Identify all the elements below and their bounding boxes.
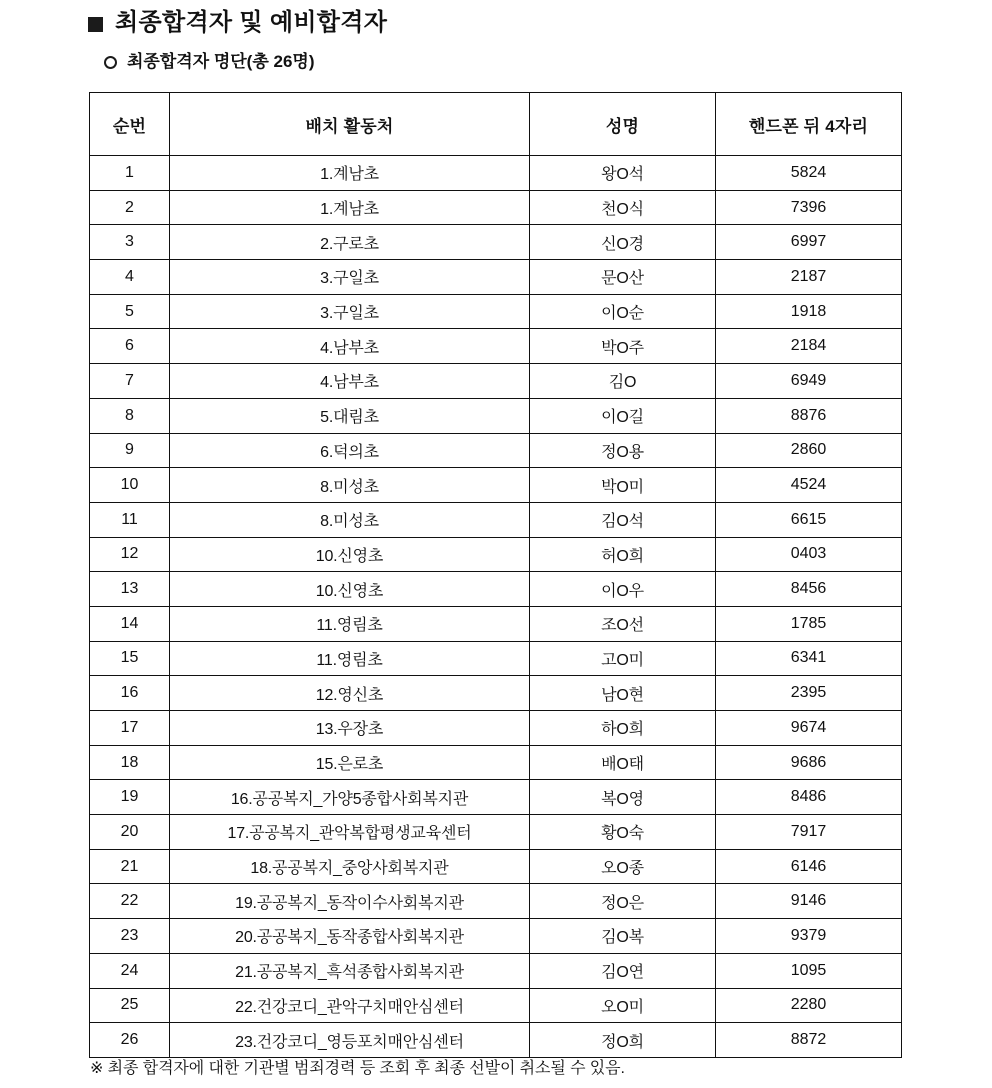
table-row — [90, 606, 902, 641]
table-row — [90, 1023, 902, 1058]
cell-phone: 6615 — [716, 502, 902, 537]
cell-phone: 2395 — [716, 676, 902, 711]
cell-place: 16.공공복지_가양5종합사회복지관 — [170, 780, 530, 815]
cell-no: 7 — [90, 364, 170, 399]
cell-no: 25 — [90, 988, 170, 1023]
cell-name: 왕O석 — [530, 156, 716, 191]
cell-phone: 7396 — [716, 190, 902, 225]
cell-no: 19 — [90, 780, 170, 815]
cell-phone: 7917 — [716, 815, 902, 850]
cell-no: 24 — [90, 953, 170, 988]
cell-name: 복O영 — [530, 780, 716, 815]
cell-name: 정O용 — [530, 433, 716, 468]
table-row — [90, 572, 902, 607]
table-row — [90, 502, 902, 537]
table-row — [90, 988, 902, 1023]
cell-phone: 1095 — [716, 953, 902, 988]
table-row — [90, 815, 902, 850]
cell-no: 26 — [90, 1023, 170, 1058]
cell-no: 12 — [90, 537, 170, 572]
cell-no: 22 — [90, 884, 170, 919]
final-passers-table — [89, 92, 902, 1058]
cell-name: 고O미 — [530, 641, 716, 676]
cell-phone: 2860 — [716, 433, 902, 468]
cell-place: 3.구일초 — [170, 294, 530, 329]
cell-place: 10.신영초 — [170, 572, 530, 607]
table-body — [90, 156, 902, 1058]
cell-name: 김O석 — [530, 502, 716, 537]
table-row — [90, 745, 902, 780]
table-row — [90, 849, 902, 884]
cell-phone: 0403 — [716, 537, 902, 572]
cell-no: 6 — [90, 329, 170, 364]
cell-no: 9 — [90, 433, 170, 468]
cell-no: 14 — [90, 606, 170, 641]
cell-no: 1 — [90, 156, 170, 191]
cell-place: 8.미성초 — [170, 502, 530, 537]
table-row — [90, 919, 902, 954]
cell-place: 19.공공복지_동작이수사회복지관 — [170, 884, 530, 919]
cell-place: 21.공공복지_흑석종합사회복지관 — [170, 953, 530, 988]
cell-place: 10.신영초 — [170, 537, 530, 572]
cell-phone: 9379 — [716, 919, 902, 954]
cell-no: 5 — [90, 294, 170, 329]
filled-square-bullet-icon — [88, 17, 103, 32]
cell-phone: 5824 — [716, 156, 902, 191]
table-row — [90, 156, 902, 191]
cell-phone: 6997 — [716, 225, 902, 260]
cell-name: 천O식 — [530, 190, 716, 225]
cell-no: 17 — [90, 711, 170, 746]
column-header-phone: 핸드폰 뒤 4자리 — [716, 93, 902, 156]
cell-no: 20 — [90, 815, 170, 850]
cell-phone: 1918 — [716, 294, 902, 329]
column-header-name: 성명 — [530, 93, 716, 156]
cell-phone: 8486 — [716, 780, 902, 815]
cell-place: 1.계남초 — [170, 190, 530, 225]
cell-name: 허O희 — [530, 537, 716, 572]
table-row — [90, 260, 902, 295]
cell-phone: 2187 — [716, 260, 902, 295]
cell-phone: 9686 — [716, 745, 902, 780]
cell-name: 문O산 — [530, 260, 716, 295]
cell-place: 5.대림초 — [170, 398, 530, 433]
section-subtitle-text: 최종합격자 명단(총 26명) — [127, 52, 315, 71]
cell-place: 3.구일초 — [170, 260, 530, 295]
cell-name: 황O숙 — [530, 815, 716, 850]
footnote: ※ 최종 합격자에 대한 기관별 범죄경력 등 조회 후 최종 선발이 취소될 수 있음. — [90, 1060, 625, 1077]
table-row — [90, 294, 902, 329]
cell-place: 23.건강코디_영등포치매안심센터 — [170, 1023, 530, 1058]
cell-no: 3 — [90, 225, 170, 260]
cell-phone: 9674 — [716, 711, 902, 746]
cell-place: 4.남부초 — [170, 329, 530, 364]
cell-place: 11.영림초 — [170, 641, 530, 676]
cell-no: 18 — [90, 745, 170, 780]
cell-place: 8.미성초 — [170, 468, 530, 503]
cell-name: 오O미 — [530, 988, 716, 1023]
cell-no: 2 — [90, 190, 170, 225]
cell-place: 4.남부초 — [170, 364, 530, 399]
table-header-row — [90, 93, 902, 156]
table-row — [90, 953, 902, 988]
cell-name: 신O경 — [530, 225, 716, 260]
cell-phone: 4524 — [716, 468, 902, 503]
page-title — [88, 10, 387, 36]
table-row — [90, 468, 902, 503]
cell-place: 6.덕의초 — [170, 433, 530, 468]
cell-name: 이O순 — [530, 294, 716, 329]
table-row — [90, 537, 902, 572]
table-row — [90, 433, 902, 468]
cell-no: 4 — [90, 260, 170, 295]
cell-name: 김O — [530, 364, 716, 399]
cell-phone: 8456 — [716, 572, 902, 607]
cell-name: 하O희 — [530, 711, 716, 746]
cell-place: 2.구로초 — [170, 225, 530, 260]
cell-phone: 2184 — [716, 329, 902, 364]
cell-no: 21 — [90, 849, 170, 884]
table-row — [90, 676, 902, 711]
cell-no: 8 — [90, 398, 170, 433]
table-row — [90, 329, 902, 364]
cell-place: 18.공공복지_중앙사회복지관 — [170, 849, 530, 884]
cell-name: 남O현 — [530, 676, 716, 711]
cell-name: 박O주 — [530, 329, 716, 364]
column-header-no: 순번 — [90, 93, 170, 156]
cell-phone: 9146 — [716, 884, 902, 919]
cell-name: 이O우 — [530, 572, 716, 607]
page-title-text: 최종합격자 및 예비합격자 — [115, 9, 388, 36]
cell-phone: 1785 — [716, 606, 902, 641]
cell-place: 15.은로초 — [170, 745, 530, 780]
cell-name: 김O연 — [530, 953, 716, 988]
table-row — [90, 641, 902, 676]
table-row — [90, 225, 902, 260]
cell-name: 배O태 — [530, 745, 716, 780]
final-passers-table-container — [89, 92, 901, 1058]
cell-name: 정O은 — [530, 884, 716, 919]
hollow-circle-bullet-icon — [104, 56, 117, 69]
cell-phone: 6341 — [716, 641, 902, 676]
cell-no: 13 — [90, 572, 170, 607]
cell-no: 15 — [90, 641, 170, 676]
cell-no: 23 — [90, 919, 170, 954]
section-subtitle — [104, 53, 314, 72]
cell-phone: 6949 — [716, 364, 902, 399]
cell-name: 오O종 — [530, 849, 716, 884]
column-header-place: 배치 활동처 — [170, 93, 530, 156]
cell-phone: 8872 — [716, 1023, 902, 1058]
cell-name: 이O길 — [530, 398, 716, 433]
cell-no: 16 — [90, 676, 170, 711]
table-row — [90, 711, 902, 746]
cell-name: 정O희 — [530, 1023, 716, 1058]
table-row — [90, 780, 902, 815]
cell-place: 17.공공복지_관악복합평생교육센터 — [170, 815, 530, 850]
cell-place: 20.공공복지_동작종합사회복지관 — [170, 919, 530, 954]
cell-phone: 6146 — [716, 849, 902, 884]
cell-name: 김O복 — [530, 919, 716, 954]
cell-phone: 8876 — [716, 398, 902, 433]
cell-place: 12.영신초 — [170, 676, 530, 711]
cell-name: 조O선 — [530, 606, 716, 641]
cell-place: 1.계남초 — [170, 156, 530, 191]
cell-no: 11 — [90, 502, 170, 537]
cell-name: 박O미 — [530, 468, 716, 503]
cell-phone: 2280 — [716, 988, 902, 1023]
table-row — [90, 398, 902, 433]
cell-place: 22.건강코디_관악구치매안심센터 — [170, 988, 530, 1023]
cell-no: 10 — [90, 468, 170, 503]
table-row — [90, 190, 902, 225]
cell-place: 13.우장초 — [170, 711, 530, 746]
table-row — [90, 884, 902, 919]
cell-place: 11.영림초 — [170, 606, 530, 641]
table-row — [90, 364, 902, 399]
